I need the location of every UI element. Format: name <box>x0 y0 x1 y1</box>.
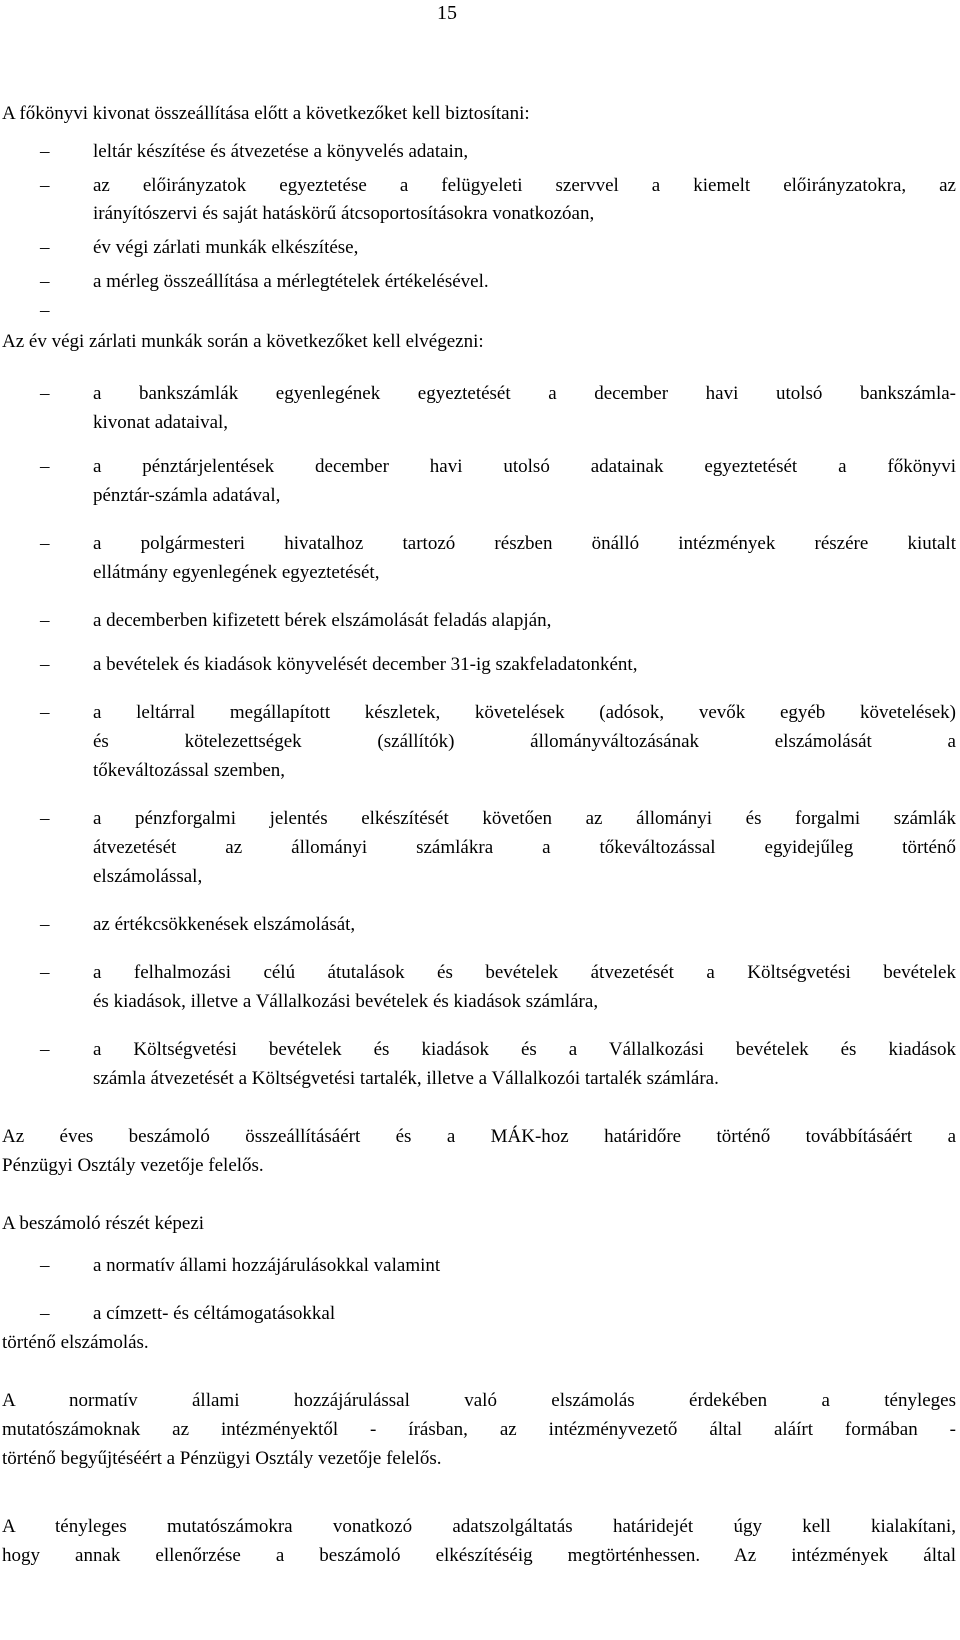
dash-bullet-empty: – <box>40 300 50 321</box>
list-item-continuation: irányítószervi és saját hatáskörű átcsoportosításokra vonatkozóan, <box>93 203 595 224</box>
list-item: leltár készítése és átvezetése a könyvelés adatain, <box>93 141 469 162</box>
paragraph-heading: Az év végi zárlati munkák során a következőket kell elvégezni: <box>2 331 484 352</box>
dash-bullet: – <box>40 237 50 258</box>
dash-bullet: – <box>40 533 50 554</box>
list-item: a normatív állami hozzájárulásokkal valamint <box>93 1255 441 1276</box>
list-item: az értékcsökkenések elszámolását, <box>93 914 356 935</box>
dash-bullet: – <box>40 271 50 292</box>
list-item: a pénztárjelentések december havi utolsó adatainak egyeztetését a főkönyvi <box>93 456 956 477</box>
list-item-continuation: kivonat adataival, <box>93 412 229 433</box>
list-item: a mérleg összeállítása a mérlegtételek értékelésével. <box>93 271 489 292</box>
list-item: a címzett- és céltámogatásokkal <box>93 1303 336 1324</box>
dash-bullet: – <box>40 702 50 723</box>
dash-bullet: – <box>40 654 50 675</box>
dash-bullet: – <box>40 808 50 829</box>
list-item: a pénzforgalmi jelentés elkészítését követően az állományi és forgalmi számlák <box>93 808 956 829</box>
list-item: a decemberben kifizetett bérek elszámolását feladás alapján, <box>93 610 552 631</box>
list-item: a felhalmozási célú átutalások és bevételek átvezetését a Költségvetési bevételek <box>93 962 956 983</box>
paragraph-line: A tényleges mutatószámokra vonatkozó adatszolgáltatás határidejét úgy kell kialakítani, <box>2 1516 956 1537</box>
paragraph-line: hogy annak ellenőrzése a beszámoló elkészítéséig megtörténhessen. Az intézmények által <box>2 1545 956 1566</box>
list-item-continuation: és kiadások, illetve a Vállalkozási bevételek és kiadások számlára, <box>93 991 599 1012</box>
list-item: a polgármesteri hivatalhoz tartozó részben önálló intézmények részére kiutalt <box>93 533 956 554</box>
paragraph-line: A normatív állami hozzájárulással való elszámolás érdekében a tényleges <box>2 1390 956 1411</box>
list-item-continuation: ellátmány egyenlegének egyeztetését, <box>93 562 380 583</box>
paragraph-line: mutatószámoknak az intézményektől - írásban, az intézményvezető által aláírt formában - <box>2 1419 956 1440</box>
paragraph-line: történő elszámolás. <box>2 1332 149 1353</box>
list-item: a leltárral megállapított készletek, követelések (adósok, vevők egyéb követelések) <box>93 702 956 723</box>
list-item-continuation: pénztár-számla adatával, <box>93 485 281 506</box>
list-item: a Költségvetési bevételek és kiadások és a Vállalkozási bevételek és kiadások <box>93 1039 956 1060</box>
list-item-continuation: átvezetését az állományi számlákra a tőkeváltozással egyidejűleg történő <box>93 837 956 858</box>
paragraph-line: A beszámoló részét képezi <box>2 1213 205 1234</box>
dash-bullet: – <box>40 1255 50 1276</box>
paragraph-line: történő begyűjtéséért a Pénzügyi Osztály vezetője felelős. <box>2 1448 442 1469</box>
dash-bullet: – <box>40 175 50 196</box>
list-item: az előirányzatok egyeztetése a felügyeleti szervvel a kiemelt előirányzatokra, az <box>93 175 956 196</box>
dash-bullet: – <box>40 1039 50 1060</box>
dash-bullet: – <box>40 141 50 162</box>
dash-bullet: – <box>40 1303 50 1324</box>
paragraph-line: Az éves beszámoló összeállításáért és a MÁK-hoz határidőre történő továbbításáért a <box>2 1126 956 1147</box>
list-item: év végi zárlati munkák elkészítése, <box>93 237 359 258</box>
list-item-continuation: tőkeváltozással szemben, <box>93 760 286 781</box>
list-item-continuation: és kötelezettségek (szállítók) állományváltozásának elszámolását a <box>93 731 956 752</box>
dash-bullet: – <box>40 610 50 631</box>
intro-paragraph: A főkönyvi kivonat összeállítása előtt a következőket kell biztosítani: <box>2 103 530 124</box>
page-number: 15 <box>437 2 457 24</box>
dash-bullet: – <box>40 914 50 935</box>
list-item: a bankszámlák egyenlegének egyeztetését a december havi utolsó bankszámla- <box>93 383 956 404</box>
list-item-continuation: elszámolással, <box>93 866 203 887</box>
dash-bullet: – <box>40 383 50 404</box>
list-item-continuation: számla átvezetését a Költségvetési tartalék, illetve a Vállalkozói tartalék számlára. <box>93 1068 719 1089</box>
dash-bullet: – <box>40 456 50 477</box>
paragraph-line: Pénzügyi Osztály vezetője felelős. <box>2 1155 264 1176</box>
dash-bullet: – <box>40 962 50 983</box>
list-item: a bevételek és kiadások könyvelését december 31-ig szakfeladatonként, <box>93 654 638 675</box>
